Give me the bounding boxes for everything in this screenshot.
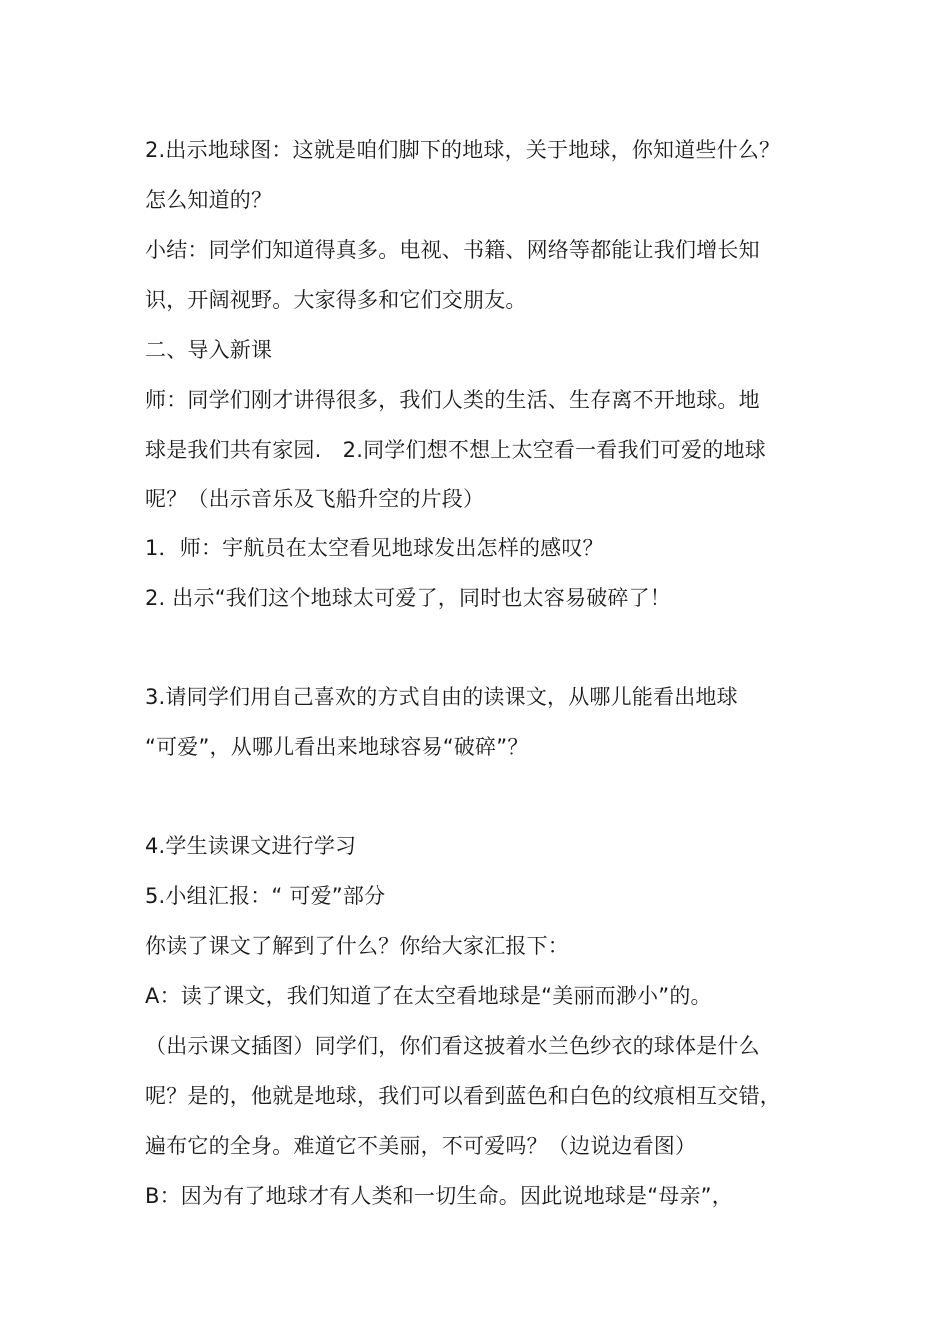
text-line: A：读了课文，我们知道了在太空看地球是“美丽而渺小”的。 xyxy=(145,984,712,1008)
text-line: 呢？是的，他就是地球，我们可以看到蓝色和白色的纹痕相互交错， xyxy=(145,1084,781,1108)
text-line: 2. 出示“我们这个地球太可爱了，同时也太容易破碎了！ xyxy=(145,586,671,610)
text-line: 怎么知道的？ xyxy=(145,188,273,212)
text-line: 1．师：宇航员在太空看见地球发出怎样的感叹？ xyxy=(145,536,604,560)
text-line: 小结：同学们知道得真多。电视、书籍、网络等都能让我们增长知 xyxy=(145,238,760,262)
section-heading: 二、导入新课 xyxy=(145,338,273,362)
text-line: 识，开阔视野。大家得多和它们交朋友。 xyxy=(145,288,527,312)
text-line: B：因为有了地球才有人类和一切生命。因此说地球是“母亲”， xyxy=(145,1184,733,1208)
text-line: “可爱”，从哪儿看出来地球容易“破碎”？ xyxy=(145,735,529,759)
text-line: 你读了课文了解到了什么？你给大家汇报下： xyxy=(145,934,569,958)
text-line: 3.请同学们用自己喜欢的方式自由的读课文，从哪儿能看出地球 xyxy=(145,685,738,709)
text-line: 呢？（出示音乐及飞船升空的片段） xyxy=(145,487,485,511)
text-line: 5.小组汇报：“ 可爱”部分 xyxy=(145,884,386,908)
text-line: 球是我们共有家园. 2.同学们想不想上太空看一看我们可爱的地球 xyxy=(145,438,766,462)
text-line: （出示课文插图）同学们，你们看这披着水兰色纱衣的球体是什么 xyxy=(145,1034,760,1058)
text-line: 遍布它的全身。难道它不美丽，不可爱吗？（边说边看图） xyxy=(145,1134,697,1158)
text-line: 4.学生读课文进行学习 xyxy=(145,834,357,858)
text-line: 师：同学们刚才讲得很多，我们人类的生活、生存离不开地球。地 xyxy=(145,388,760,412)
text-line: 2.出示地球图：这就是咱们脚下的地球，关于地球，你知道些什么？ xyxy=(145,138,781,162)
